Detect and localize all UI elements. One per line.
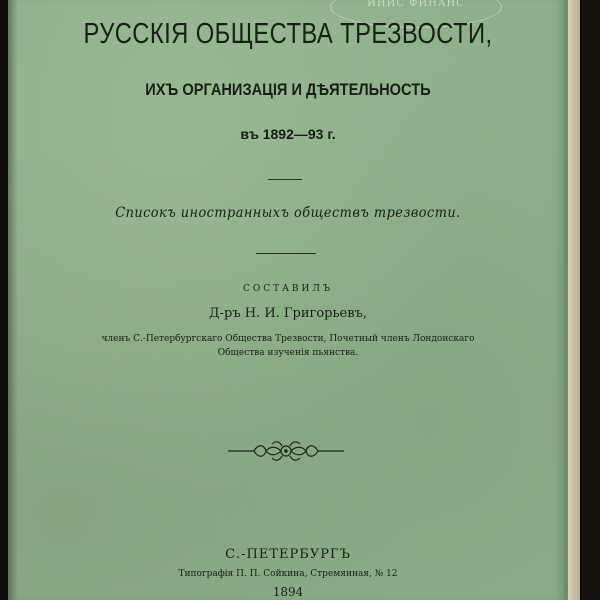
cover-fold-shadow bbox=[8, 0, 18, 600]
author-description-line: Общества изученія пьянства. bbox=[217, 348, 359, 358]
author-description bbox=[8, 332, 568, 360]
compiled-by-label: СОСТАВИЛЪ bbox=[242, 284, 334, 294]
author-name: Д-ръ Н. И. Григорьевъ, bbox=[209, 306, 367, 321]
cover-subtitle: ИХЪ ОРГАНИЗАЦІЯ И ДѢЯТЕЛЬНОСТЬ bbox=[145, 80, 431, 99]
ornament-icon bbox=[226, 436, 346, 466]
cover-list-title: Списокъ иностранныхъ обществъ трезвости. bbox=[115, 205, 461, 221]
divider-rule bbox=[268, 179, 302, 180]
publication-year: 1894 bbox=[272, 585, 304, 599]
book-cover bbox=[8, 0, 568, 600]
cover-right-edge bbox=[564, 0, 568, 600]
publication-city: С.-ПЕТЕРБУРГЪ bbox=[225, 547, 351, 562]
scan-border bbox=[582, 0, 600, 600]
cover-title: РУССКІЯ ОБЩЕСТВА ТРЕЗВОСТИ, bbox=[83, 18, 493, 50]
stamp-text: ИНИС ФИНАНС bbox=[367, 0, 465, 9]
cover-years: въ 1892—93 г. bbox=[240, 126, 336, 142]
divider-rule bbox=[256, 253, 316, 254]
author-description-line: членъ С.-Петербургскаго Общества Трезвости, Почетный членъ Лондонскаго bbox=[101, 334, 475, 344]
printer-imprint: Типографія П. П. Сойкина, Стремянная, № 12 bbox=[178, 569, 398, 579]
